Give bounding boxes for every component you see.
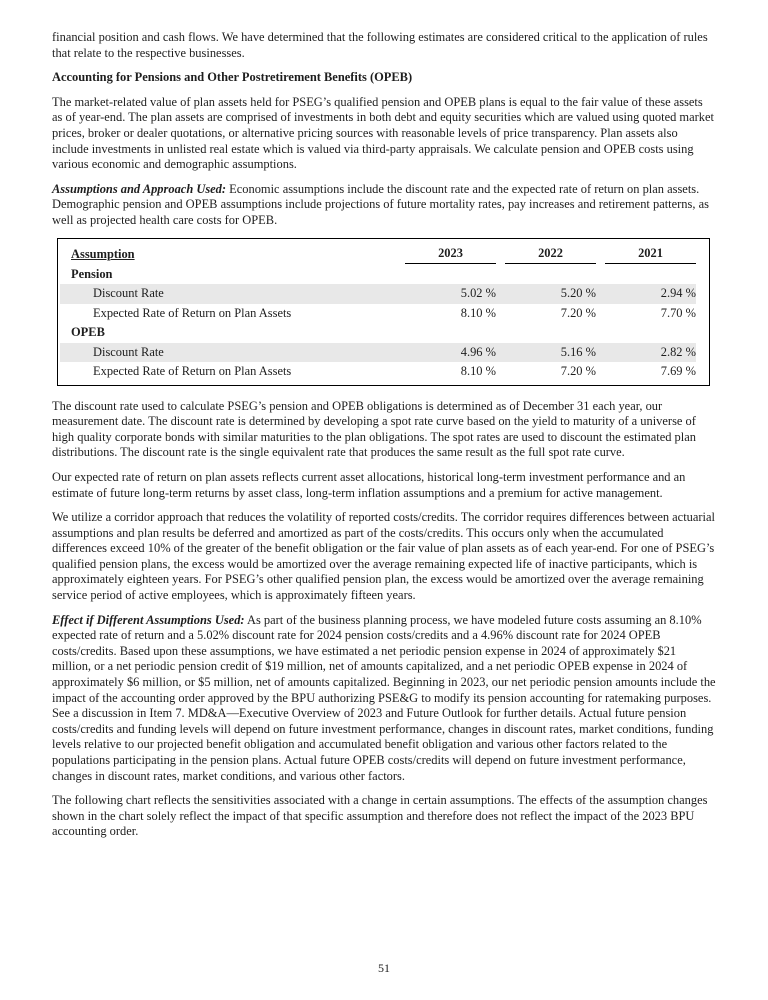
- cell-value-2021: 7.69 %: [660, 364, 696, 379]
- cell-value-2022: 7.20 %: [560, 305, 596, 320]
- cell-value-2022: 7.20 %: [560, 364, 596, 379]
- table-row-pension-discount-rate: [60, 284, 696, 304]
- section-label-pension: Pension: [71, 266, 113, 281]
- table-header-assumption-label: Assumption: [71, 246, 135, 261]
- paragraph-assumptions-approach: [52, 182, 716, 229]
- page-number: 51: [378, 961, 390, 975]
- assumptions-table: [57, 238, 710, 386]
- section-label-opeb: OPEB: [71, 325, 105, 340]
- cell-value-2023: 4.96 %: [460, 344, 496, 359]
- table-header-year-2023: 2023: [405, 246, 496, 264]
- table-row-opeb-discount-rate: [60, 343, 696, 363]
- cell-value-2022: 5.16 %: [560, 344, 596, 359]
- cell-value-2021: 2.94 %: [660, 286, 696, 301]
- row-label: Expected Rate of Return on Plan Assets: [93, 305, 292, 320]
- paragraph-effect-different-assumptions: [52, 613, 716, 785]
- paragraph-intro: financial position and cash flows. We have determined that the following estimates are considered critical to the application of rules that relate to the respective businesses.: [52, 30, 708, 60]
- cell-value-2023: 8.10 %: [460, 305, 496, 320]
- assumptions-approach-body: Economic assumptions include the discount rate and the expected rate of return on plan assets. Demographic pension and OPEB assumptions include projections of future mortality rates, pay increases and retirement patterns, as well as projected health care costs for OPEB.: [52, 181, 709, 227]
- table-header-assumption: [60, 247, 396, 264]
- cell-value-2021: 7.70 %: [660, 305, 696, 320]
- table-header-row: [60, 243, 696, 264]
- cell-value-2021: 2.82 %: [660, 344, 696, 359]
- assumptions-approach-lead: Assumptions and Approach Used:: [52, 181, 227, 196]
- table-header-year-2022: 2022: [505, 246, 596, 264]
- cell-value-2022: 5.20 %: [560, 286, 596, 301]
- effect-body: As part of the business planning process, we have modeled future costs assuming an 8.10% expected rate of return and a 5.02% discount rate for 2024 pension costs/credits and a 4.96% discount rate for 2024 OPEB costs/credits. Based upon these assumptions, we have estimated a net periodic pension expense in 2024 of approximately $21 million, or a net periodic pension credit of $19 million, net of amounts capitalized, and a net periodic OPEB expense in 2024 of approximately $6 million, or $5 million, net of amounts capitalized. Beginning in 2023, our net periodic pension amounts include the impact of the accounting order approved by the BPU authorizing PSE&G to modify its pension accounting for ratemaking purposes. See a discussion in Item 7. MD&A—Executive Overview of 2023 and Future Outlook for further details. Actual future pension costs/credits and funding levels will depend on future investment performance, changes in discount rates, market conditions, funding levels relative to our projected benefit obligation and accumulated benefit obligation and various other factors related to the populations participating in the pension plans. Actual future OPEB costs/credits will depend on future investment performance, changes in discount rates, market conditions, and various other factors.: [52, 612, 716, 783]
- cell-value-2023: 5.02 %: [460, 286, 496, 301]
- paragraph-corridor: We utilize a corridor approach that reduces the volatility of reported costs/credits. The corridor requires differences between actuarial assumptions and plan results be deferred and amortized as part of the costs/credits. This occurs only when the accumulated differences exceed 10% of the greater of the benefit obligation or the fair value of plan assets as of each year-end. For one of PSEG’s qualified pension plans, the excess would be amortized over the average remaining expected life of inactive participants, which is approximately eighteen years. For PSEG’s other qualified pension plan, the excess would be amortized over the average remaining service period of active employees, which is approximately fifteen years.: [52, 510, 715, 603]
- section-heading-opeb: Accounting for Pensions and Other Postretirement Benefits (OPEB): [52, 70, 413, 85]
- table-row-opeb-expected-return: [60, 362, 696, 382]
- row-label: Expected Rate of Return on Plan Assets: [93, 364, 292, 379]
- paragraph-expected-return: Our expected rate of return on plan assets reflects current asset allocations, historical long-term investment performance and an estimate of future long-term returns by asset class, long-term inflation assumptions and a premium for active management.: [52, 469, 686, 500]
- row-label: Discount Rate: [93, 286, 164, 301]
- table-section-row-pension: [60, 265, 696, 285]
- row-label: Discount Rate: [93, 344, 164, 359]
- paragraph-plan-assets: The market-related value of plan assets held for PSEG’s qualified pension and OPEB plans is equal to the fair value of these assets as of year-end. The plan assets are comprised of investments in both debt and equity securities which are valued using quoted market prices, broker or dealer quotations, or alternative pricing sources with reasonable levels of price transparency. Plan assets also include investments in unlisted real estate which is valued via third-party appraisals. We calculate pension and OPEB costs using various economic and demographic assumptions.: [52, 94, 714, 172]
- table-section-row-opeb: [60, 323, 696, 343]
- paragraph-discount-rate: The discount rate used to calculate PSEG’s pension and OPEB obligations is determined as of December 31 each year, our measurement date. The discount rate is determined by developing a spot rate curve based on the yield to maturity of a universe of high quality corporate bonds with similar maturities to the plan obligations. The spot rates are used to discount the estimated plan distributions. The discount rate is the single equivalent rate that produces the same result as the full spot rate curve.: [52, 398, 696, 460]
- effect-lead: Effect if Different Assumptions Used:: [52, 612, 245, 627]
- cell-value-2023: 8.10 %: [460, 364, 496, 379]
- paragraph-chart-note: The following chart reflects the sensitivities associated with a change in certain assumptions. The effects of the assumption changes shown in the chart solely reflect the impact of that specific assumption and therefore does not reflect the impact of the 2023 BPU accounting order.: [52, 793, 708, 839]
- table-header-year-2021: 2021: [605, 246, 696, 264]
- table-row-pension-expected-return: [60, 304, 696, 324]
